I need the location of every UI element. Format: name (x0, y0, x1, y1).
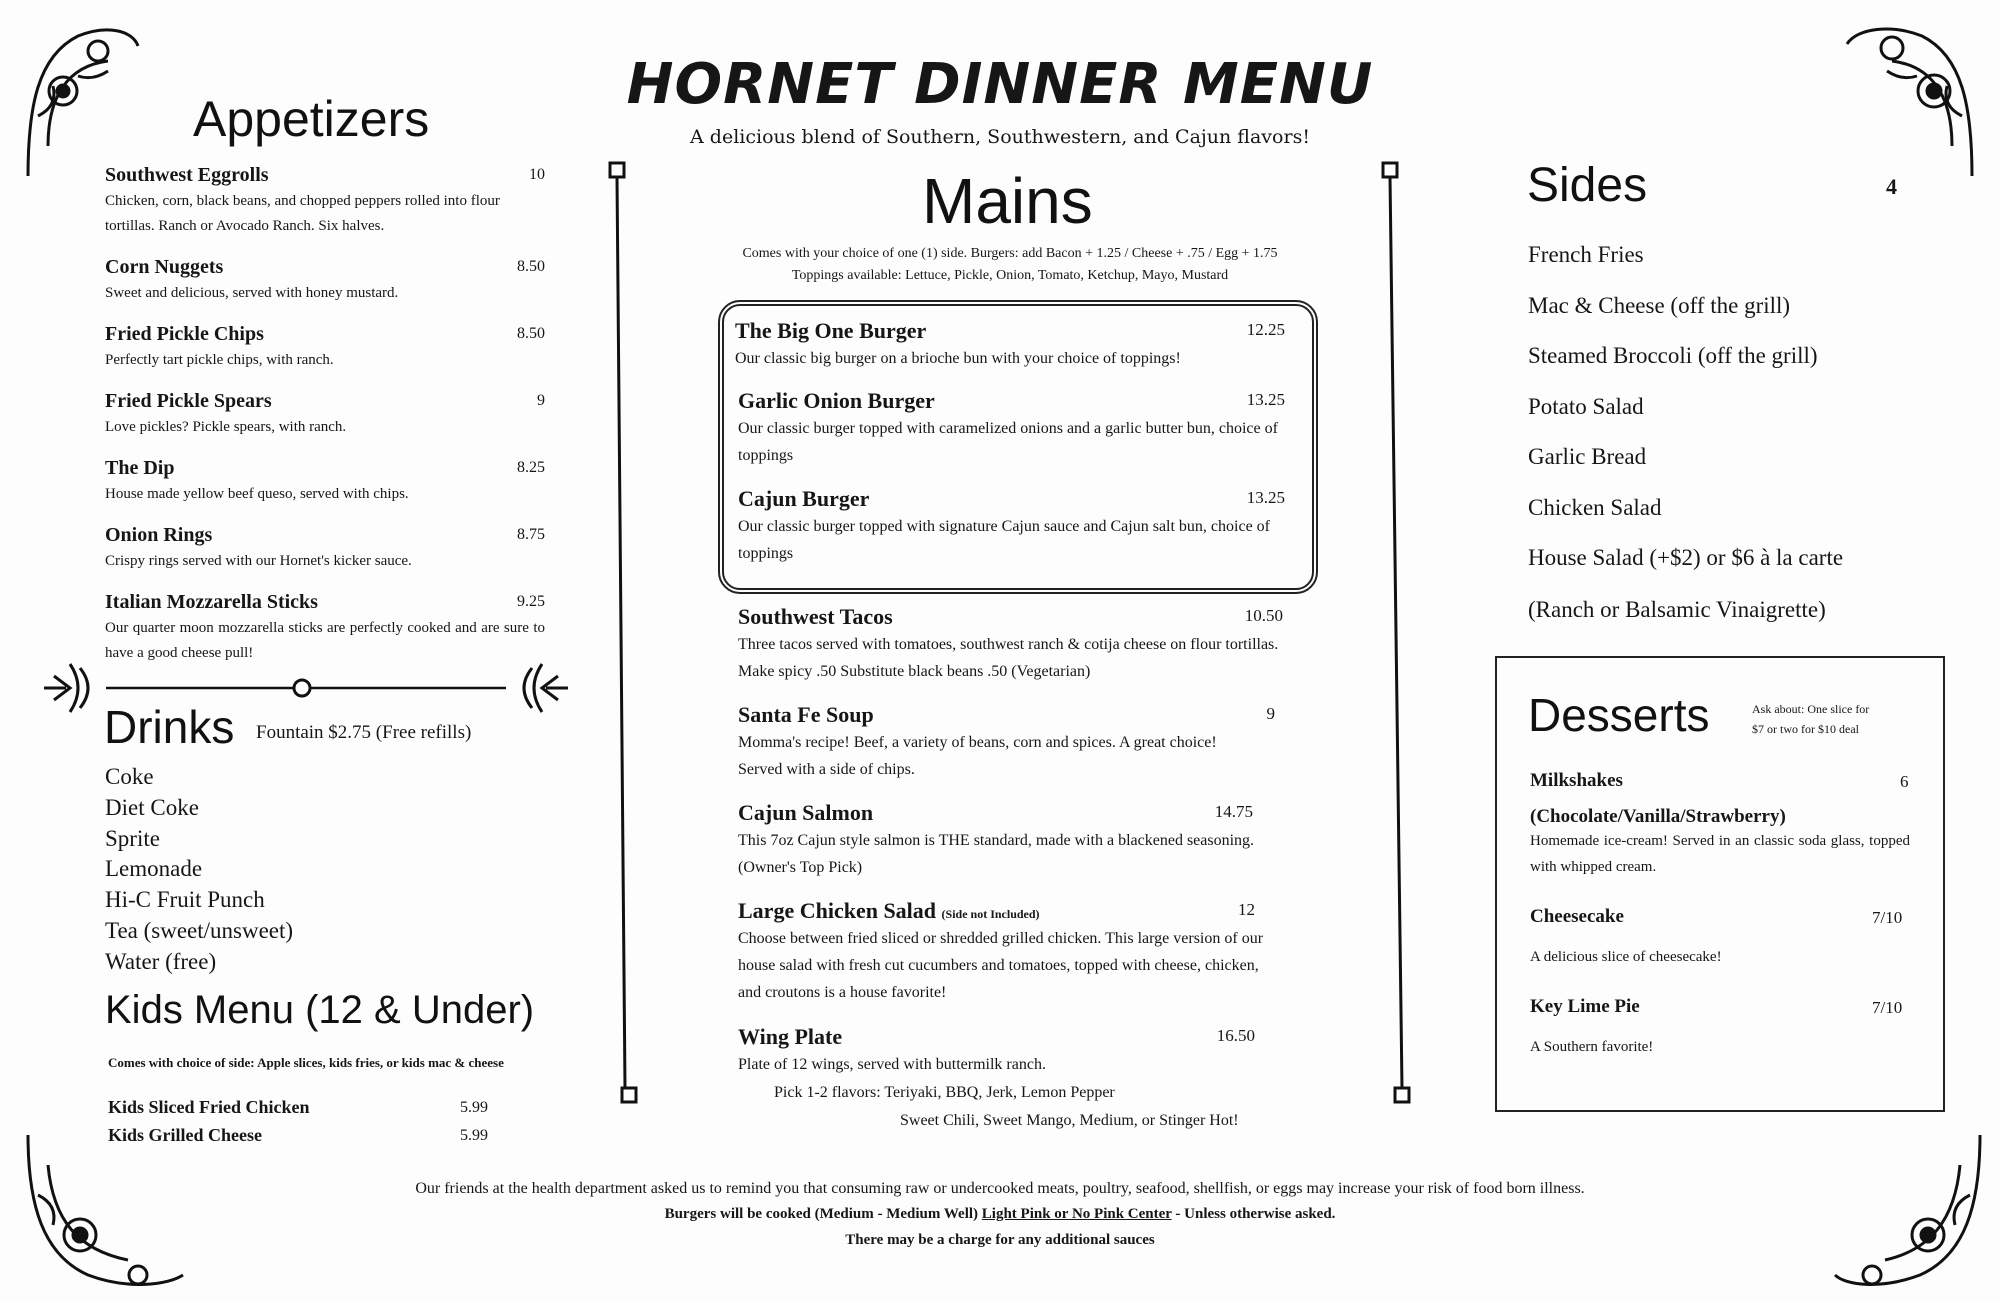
main-item-wing-plate (738, 1024, 1283, 1134)
burger-item-cajun (738, 486, 1285, 567)
corner-flourish-top-right (1822, 16, 1982, 181)
main-name: Cajun Salmon (738, 800, 874, 825)
burger-item-big-one (735, 318, 1285, 372)
burger-cook-notice-a: Burgers will be cooked (Medium - Medium Well) (664, 1206, 982, 1222)
burger-name: The Big One Burger (735, 318, 927, 343)
mains-note-sides: Comes with your choice of one (1) side. Burgers: add Bacon + 1.25 / Cheese + .75 / Egg + 1.75 (742, 246, 1278, 261)
sides-heading: Sides (1527, 159, 1648, 212)
appetizer-price: 9 (537, 392, 545, 409)
side-item: House Salad (+$2) or $6 à la carte (1528, 545, 1844, 570)
drink-item: Water (free) (105, 949, 217, 974)
appetizer-item-the-dip (105, 457, 545, 507)
drink-item: Coke (105, 764, 154, 789)
main-price: 10.50 (1244, 606, 1283, 625)
appetizers-heading: Appetizers (193, 91, 430, 147)
main-desc: Plate of 12 wings, served with buttermilk ranch. (738, 1056, 1046, 1073)
main-price: 16.50 (1216, 1026, 1255, 1045)
drink-item: Sprite (105, 826, 160, 851)
kids-menu-note: Comes with choice of side: Apple slices, kids fries, or kids mac & cheese (108, 1055, 504, 1070)
appetizer-item-onion-rings (105, 524, 545, 574)
burger-desc: Our classic burger topped with caramelized onions and a garlic butter bun, choice of toppings (738, 420, 1278, 464)
appetizer-item-fried-pickle-spears (105, 390, 545, 440)
kids-item-name: Kids Grilled Cheese (108, 1125, 262, 1145)
dessert-desc: A delicious slice of cheesecake! (1530, 949, 1722, 965)
appetizer-item-southwest-eggrolls (105, 164, 545, 239)
burger-name: Garlic Onion Burger (738, 388, 935, 413)
main-name: Santa Fe Soup (738, 702, 874, 727)
appetizer-price: 8.25 (517, 459, 545, 476)
appetizer-price: 8.50 (517, 258, 545, 275)
dessert-name: Milkshakes (1530, 770, 1623, 791)
appetizer-name: Italian Mozzarella Sticks (105, 591, 318, 613)
dessert-name-flavors: (Chocolate/Vanilla/Strawberry) (1530, 806, 1786, 827)
main-name: Wing Plate (738, 1024, 843, 1049)
kids-item-name: Kids Sliced Fried Chicken (108, 1097, 310, 1117)
appetizer-name: Corn Nuggets (105, 256, 224, 278)
wing-flavors-line-1: Pick 1-2 flavors: Teriyaki, BBQ, Jerk, Lemon Pepper (774, 1084, 1115, 1101)
dessert-desc: A Southern favorite! (1530, 1039, 1654, 1055)
main-desc: Momma's recipe! Beef, a variety of beans, corn and spices. A great choice! Served with a side of chips. (738, 734, 1217, 778)
main-item-southwest-tacos (738, 604, 1283, 685)
desserts-deal-line-1: Ask about: One slice for (1752, 702, 1870, 716)
column-rule-left (605, 158, 645, 1108)
main-item-large-chicken-salad (738, 898, 1283, 1006)
sides-price: 4 (1886, 174, 1897, 199)
drinks-fountain-note: Fountain $2.75 (Free refills) (256, 722, 472, 743)
main-item-cajun-salmon (738, 800, 1283, 881)
main-price: 12 (1238, 900, 1255, 919)
kids-menu-heading: Kids Menu (12 & Under) (105, 988, 535, 1032)
appetizer-price: 10 (529, 166, 545, 183)
side-item: (Ranch or Balsamic Vinaigrette) (1528, 597, 1826, 622)
appetizer-name: Onion Rings (105, 524, 213, 546)
drink-item: Hi-C Fruit Punch (105, 887, 265, 912)
appetizer-name: The Dip (105, 457, 175, 479)
kids-item-price: 5.99 (460, 1127, 488, 1144)
appetizer-name: Southwest Eggrolls (105, 164, 269, 186)
burger-cook-notice-underlined: Light Pink or No Pink Center (981, 1206, 1172, 1222)
dessert-price: 6 (1900, 772, 1909, 791)
main-desc: This 7oz Cajun style salmon is THE standard, made with a blackened seasoning. (Owner's Top Pick) (738, 832, 1255, 876)
appetizer-name: Fried Pickle Spears (105, 390, 272, 412)
main-desc: Three tacos served with tomatoes, southwest ranch & cotija cheese on flour tortillas. Make spicy .50 Substitute black beans .50 (Vegetarian) (738, 636, 1279, 680)
dessert-name: Key Lime Pie (1530, 996, 1640, 1017)
side-item: Mac & Cheese (off the grill) (1528, 293, 1791, 318)
drink-item: Diet Coke (105, 795, 199, 820)
side-item: Potato Salad (1528, 394, 1644, 419)
wing-flavors-line-2: Sweet Chili, Sweet Mango, Medium, or Stinger Hot! (900, 1112, 1239, 1129)
burger-cook-notice (0, 1206, 2000, 1223)
drink-item: Tea (sweet/unsweet) (105, 918, 294, 943)
desserts-heading: Desserts (1528, 689, 1710, 741)
appetizer-desc: Crispy rings served with our Hornet's kicker sauce. (105, 553, 412, 569)
menu-title: HORNET DINNER MENU (626, 52, 1374, 117)
appetizer-item-corn-nuggets (105, 256, 545, 306)
side-item: Chicken Salad (1528, 495, 1662, 520)
burger-name: Cajun Burger (738, 486, 870, 511)
appetizer-desc: Chicken, corn, black beans, and chopped peppers rolled into flour tortillas. Ranch or Avocado Ranch. Six halves. (105, 193, 500, 234)
appetizer-price: 8.50 (517, 325, 545, 342)
mains-heading: Mains (922, 165, 1093, 237)
main-name: Southwest Tacos (738, 604, 893, 629)
health-notice: Our friends at the health department asked us to remind you that consuming raw or undercooked meats, poultry, seafood, shellfish, or eggs may increase your risk of food born illness. (415, 1180, 1585, 1197)
main-item-santa-fe-soup (738, 702, 1283, 783)
burger-price: 12.25 (1246, 320, 1285, 339)
dessert-name: Cheesecake (1530, 906, 1624, 927)
column-rule-right (1378, 158, 1418, 1108)
appetizer-price: 8.75 (517, 526, 545, 543)
main-name (738, 898, 1283, 924)
dessert-price: 7/10 (1872, 908, 1903, 927)
drink-item: Lemonade (105, 856, 203, 881)
appetizer-item-fried-pickle-chips (105, 323, 545, 373)
main-desc: Choose between fried sliced or shredded grilled chicken. This large version of our house salad with fresh cut cucumbers and tomatoes, topped with cheese, chicken, and croutons is a house favorite! (738, 930, 1264, 1001)
appetizer-price: 9.25 (517, 593, 545, 610)
dessert-desc: Homemade ice-cream! Served in an classic soda glass, topped with whipped cream. (1530, 833, 1910, 875)
burger-item-garlic-onion (738, 388, 1285, 469)
appetizer-desc: House made yellow beef queso, served with chips. (105, 486, 409, 502)
side-item: Steamed Broccoli (off the grill) (1528, 343, 1818, 368)
main-name-text: Large Chicken Salad (738, 898, 937, 923)
burger-price: 13.25 (1246, 390, 1285, 409)
menu-subtitle: A delicious blend of Southern, Southwestern, and Cajun flavors! (690, 126, 1310, 148)
burger-desc: Our classic big burger on a brioche bun with your choice of toppings! (735, 350, 1181, 367)
side-item: Garlic Bread (1528, 444, 1647, 469)
appetizer-desc: Sweet and delicious, served with honey mustard. (105, 285, 399, 301)
kids-item-price: 5.99 (460, 1099, 488, 1116)
mains-note-toppings: Toppings available: Lettuce, Pickle, Onion, Tomato, Ketchup, Mayo, Mustard (791, 268, 1229, 283)
main-price: 9 (1266, 704, 1275, 723)
burger-price: 13.25 (1246, 488, 1285, 507)
burger-desc: Our classic burger topped with signature Cajun sauce and Cajun salt bun, choice of toppings (738, 518, 1271, 562)
dessert-price: 7/10 (1872, 998, 1903, 1017)
side-not-included-tag: (Side not Included) (941, 907, 1040, 921)
desserts-deal-line-2: $7 or two for $10 deal (1752, 722, 1859, 736)
burger-cook-notice-c: - Unless otherwise asked. (1171, 1206, 1336, 1222)
appetizer-desc: Perfectly tart pickle chips, with ranch. (105, 352, 334, 368)
sauce-charge-notice: There may be a charge for any additional sauces (845, 1232, 1155, 1248)
drinks-heading: Drinks (104, 701, 235, 753)
appetizer-name: Fried Pickle Chips (105, 323, 264, 345)
corner-flourish-top-left (18, 16, 148, 186)
appetizer-desc: Love pickles? Pickle spears, with ranch. (105, 419, 347, 435)
side-item: French Fries (1528, 242, 1644, 267)
appetizer-desc: Our quarter moon mozzarella sticks are perfectly cooked and are sure to have a good cheese pull! (105, 620, 545, 661)
main-price: 14.75 (1214, 802, 1253, 821)
